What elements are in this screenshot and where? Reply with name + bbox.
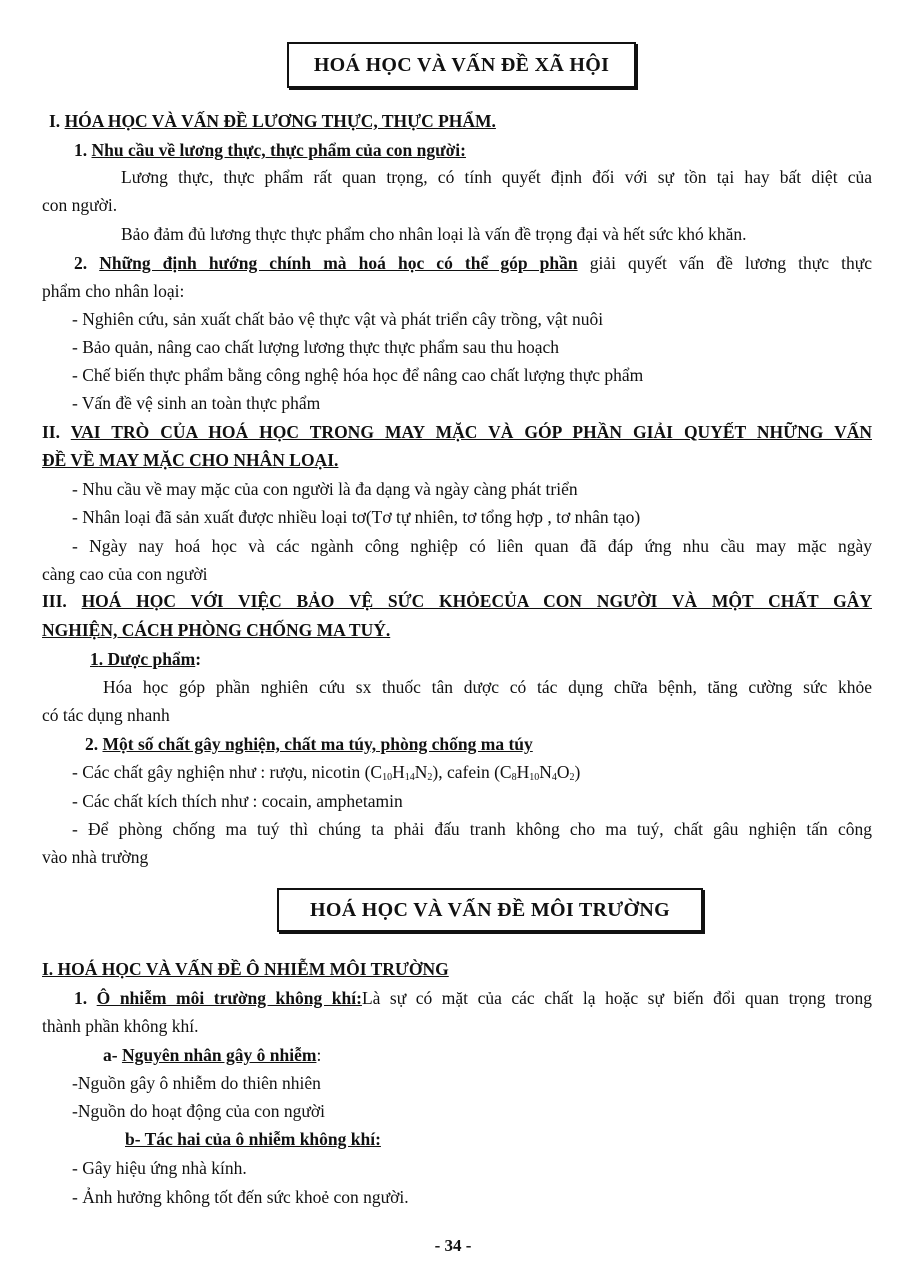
title-box-social	[287, 42, 636, 88]
subheading-addictive	[85, 733, 533, 755]
subheading-pharma	[90, 648, 201, 670]
list-item-formula	[72, 761, 580, 783]
text: H	[516, 762, 530, 782]
subheading-text: Nguyên nhân gây ô nhiễm	[121, 1045, 317, 1065]
subheading-text: . Dược phẩm	[98, 649, 196, 669]
text: )	[574, 762, 581, 782]
subheading-text: Nhu cầu về lương thực, thực phẩm của con người:	[91, 140, 466, 160]
subheading-number: 2.	[74, 253, 100, 273]
subheading-food-needs	[74, 139, 466, 161]
text: N	[539, 762, 552, 782]
heading-number: II.	[42, 422, 71, 442]
subheading-text: Những định hướng chính mà hoá học có thể góp phần	[99, 253, 578, 273]
subheading-chemistry-directions	[74, 252, 872, 274]
subheading-air-pollution	[74, 987, 872, 1009]
paragraph-line: phẩm cho nhân loại:	[42, 281, 185, 301]
subscript: 4	[551, 772, 557, 783]
text: ), cafein (C	[432, 762, 512, 782]
list-item: -Nguồn gây ô nhiễm do thiên nhiên	[72, 1073, 321, 1093]
subheading-causes	[103, 1044, 321, 1066]
paragraph-line: Bảo đảm đủ lương thực thực phẩm cho nhân loại là vấn đề trọng đại và hết sức khó khăn.	[121, 224, 747, 244]
subheading-harms: b- Tác hai của ô nhiễm không khí:	[125, 1129, 381, 1149]
list-item: - Ngày nay hoá học và các ngành công nghiệp có liên quan đã đáp ứng nhu cầu may mặc ngày	[72, 536, 872, 556]
heading-text: HÓA HỌC VÀ VẤN ĐỀ LƯƠNG THỰC, THỰC PHẨM.	[64, 111, 496, 131]
subheading-number: a-	[103, 1045, 122, 1065]
subheading-number: 1	[90, 649, 99, 669]
paragraph-line: Hóa học góp phần nghiên cứu sx thuốc tân dược có tác dụng chữa bệnh, tăng cường sức khỏe	[103, 677, 872, 697]
paragraph-line: con người.	[42, 195, 118, 215]
text: - Các chất gây nghiện như : rượu, nicotin (C	[72, 762, 383, 782]
paragraph-line: vào nhà trường	[42, 847, 149, 867]
list-item: - Vấn đề vệ sinh an toàn thực phẩm	[72, 393, 321, 413]
text: O	[556, 762, 570, 782]
heading-text: VAI TRÒ CỦA HOÁ HỌC TRONG MAY MẶC VÀ GÓP PHẦN GIẢI QUYẾT NHỮNG VẤN	[70, 422, 872, 442]
section-title-social: HOÁ HỌC VÀ VẤN ĐỀ XÃ HỘI	[313, 53, 610, 76]
subheading-colon: :	[195, 649, 202, 669]
subscript: 2	[427, 772, 433, 783]
list-item: - Bảo quản, nâng cao chất lượng lương thực thực phẩm sau thu hoạch	[72, 337, 560, 357]
subheading-text: Một số chất gây nghiện, chất ma túy, phòng chống ma túy	[102, 734, 533, 754]
subheading-number: 1.	[74, 140, 92, 160]
subheading-number: 2.	[85, 734, 103, 754]
heading-number: I.	[49, 111, 65, 131]
page-number: - 34 -	[434, 1236, 472, 1255]
heading-text-cont: ĐỀ VỀ MAY MẶC CHO NHÂN LOẠI.	[42, 450, 339, 470]
list-item: - Nhân loại đã sản xuất được nhiều loại tơ(Tơ tự nhiên, tơ tổng hợp , tơ nhân tạo)	[72, 507, 641, 527]
list-item: - Gây hiệu ứng nhà kính.	[72, 1158, 247, 1178]
heading-clothing	[42, 421, 872, 443]
heading-number: III.	[42, 591, 82, 611]
heading-text: HOÁ HỌC VỚI VIỆC BẢO VỆ SỨC KHỎECỦA CON NGƯỜI VÀ MỘT CHẤT GÂY	[81, 591, 872, 611]
subheading-rest: giải quyết vấn đề lương thực thực	[577, 253, 872, 273]
subscript: 2	[569, 772, 575, 783]
subscript: 10	[529, 772, 540, 783]
list-item: - Chế biến thực phẩm bằng công nghệ hóa học để nâng cao chất lượng thực phẩm	[72, 365, 644, 385]
subscript: 8	[511, 772, 517, 783]
list-item: - Để phòng chống ma tuý thì chúng ta phải đấu tranh không cho ma tuý, chất gâu nghiện tấn công	[72, 819, 872, 839]
paragraph-line: càng cao của con người	[42, 564, 208, 584]
list-item: - Ảnh hưởng không tốt đến sức khoẻ con người.	[72, 1187, 409, 1207]
subheading-colon: :	[316, 1045, 322, 1065]
list-item: - Nhu cầu về may mặc của con người là đa dạng và ngày càng phát triển	[72, 479, 578, 499]
heading-text-cont: NGHIỆN, CÁCH PHÒNG CHỐNG MA TUÝ.	[42, 620, 391, 640]
heading-food	[49, 110, 496, 132]
heading-pollution: I. HOÁ HỌC VÀ VẤN ĐỀ Ô NHIỄM MÔI TRƯỜNG	[42, 959, 449, 979]
text: H	[392, 762, 405, 782]
paragraph-line: có tác dụng nhanh	[42, 705, 170, 725]
list-item: - Các chất kích thích như : cocain, amphetamin	[72, 791, 403, 811]
subscript: 14	[404, 772, 415, 783]
paragraph-line: thành phần không khí.	[42, 1016, 199, 1036]
subheading-text: Ô nhiễm môi trường không khí:	[96, 988, 362, 1008]
subscript: 10	[382, 772, 393, 783]
section-title-environment: HOÁ HỌC VÀ VẤN ĐỀ MÔI TRƯỜNG	[310, 898, 670, 921]
list-item: - Nghiên cứu, sản xuất chất bảo vệ thực vật và phát triển cây trồng, vật nuôi	[72, 309, 604, 329]
subheading-rest: Là sự có mặt của các chất lạ hoặc sự biến đổi quan trọng trong	[361, 988, 872, 1008]
text: N	[414, 762, 428, 782]
list-item: -Nguồn do hoạt động của con người	[72, 1101, 325, 1121]
paragraph-line: Lương thực, thực phẩm rất quan trọng, có tính quyết định đối với sự tồn tại hay bất diệt của	[121, 167, 872, 187]
subheading-number: 1.	[74, 988, 97, 1008]
heading-health	[42, 590, 872, 612]
title-box-environment	[277, 888, 703, 932]
